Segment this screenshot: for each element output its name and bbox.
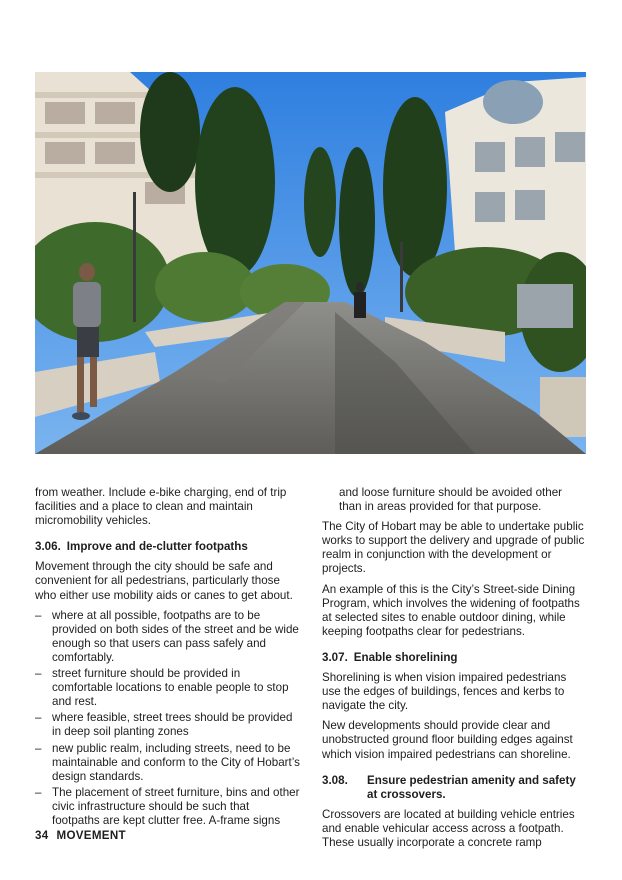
paragraph: Crossovers are located at building vehicle entries and enable vehicular access across a footpath. These usually incorporate a concrete ramp <box>322 807 575 849</box>
street-photo-image <box>35 72 586 454</box>
left-column <box>35 486 300 830</box>
list-item: – where at all possible, footpaths are to be provided on both sides of the street and be wide enough so that users can pass safely and comfortably. <box>35 608 299 664</box>
section-number: 3.06. <box>35 540 61 554</box>
paragraph: An example of this is the City’s Street-side Dining Program, which involves the widening of footpaths at selected sites to enable outdoor dining, while keeping footpaths clear for pedestrians. <box>322 582 580 638</box>
paragraph: The City of Hobart may be able to undertake public works to support the delivery and upgrade of public realm in conjunction with the development or projects. <box>322 520 585 576</box>
paragraph: Shorelining is when vision impaired pedestrians use the edges of buildings, fences and kerbs to navigate the city. <box>322 671 567 713</box>
page-number: 34 <box>35 829 49 842</box>
page-footer <box>35 829 126 842</box>
list-item: – The placement of street furniture, bins and other civic infrastructure should be such that footpaths are kept clutter free. A-frame signs <box>35 785 300 827</box>
bullet-continuation: and loose furniture should be avoided other than in areas provided for that purpose. <box>339 486 563 514</box>
section-title: Enable shorelining <box>353 650 458 664</box>
section-body: Movement through the city should be safe and convenient for all pedestrians, particularly those who either use mobility aids or canes to get about. <box>35 560 293 602</box>
list-item: – street furniture should be provided in comfortable locations to enable people to stop and rest. <box>35 667 289 709</box>
paragraph: New developments should provide clear and unobstructed ground floor building edges against which vision impaired pedestrians can shoreline. <box>322 719 573 761</box>
section-title: Ensure pedestrian amenity and safety at crossovers. <box>367 773 576 801</box>
street-photo <box>35 72 586 454</box>
list-item: – new public realm, including streets, need to be maintainable and conform to the City of Hobart’s design standards. <box>35 741 300 783</box>
section-heading-306 <box>35 540 300 554</box>
section-heading-308 <box>322 774 586 802</box>
intro-paragraph: from weather. Include e-bike charging, end of trip facilities and a place to clean and maintain micromobility vehicles. <box>35 486 287 528</box>
section-number: 3.07. <box>322 650 348 664</box>
section-heading-307 <box>322 651 586 665</box>
right-column <box>322 486 586 856</box>
bullet-list <box>35 609 300 828</box>
list-item: – where feasible, street trees should be provided in deep soil planting zones <box>35 711 293 739</box>
section-number: 3.08. <box>322 773 348 787</box>
footer-section-name: MOVEMENT <box>56 829 126 842</box>
section-title: Improve and de-clutter footpaths <box>66 540 248 554</box>
